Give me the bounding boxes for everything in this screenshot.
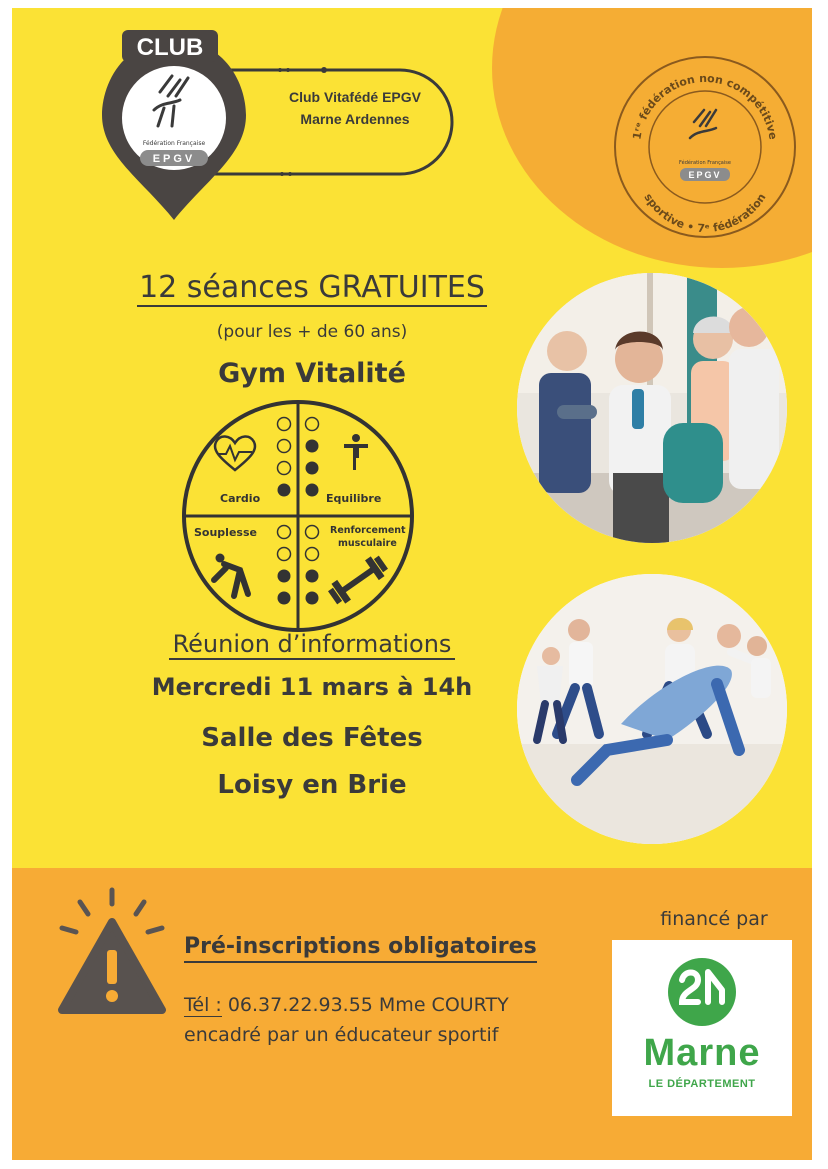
meeting-heading (72, 630, 552, 658)
main-title-text: 12 séances GRATUITES (139, 270, 485, 305)
federation-seal (610, 52, 800, 242)
marne-department-logo (612, 940, 792, 1116)
venue: Salle des Fêtes (201, 723, 423, 753)
club-name: Club Vitafédé EPGV (289, 89, 421, 105)
flyer-page (12, 8, 812, 1160)
meeting-heading-text: Réunion d’informations (169, 630, 456, 660)
club-region: Marne Ardennes (300, 111, 410, 127)
balance-person-icon (344, 434, 368, 470)
club-logo-acronym: EPGV (152, 153, 196, 165)
main-title (72, 270, 552, 305)
stretching-class-photo (517, 574, 787, 844)
label-musculaire: musculaire (338, 538, 397, 549)
label-cardio: Cardio (220, 492, 261, 505)
club-badge-text: CLUB (136, 34, 204, 61)
renforcement-level-dots (306, 526, 319, 605)
meeting-date: Mercredi 11 mars à 14h (151, 673, 473, 701)
seal-top-text: 1ʳᵉ fédération non compétitive (630, 71, 780, 141)
subtitle: (pour les + de 60 ans) (216, 322, 408, 342)
supervision-line: encadré par un éducateur sportif (184, 1024, 499, 1046)
activity-wheel (180, 398, 416, 634)
financed-by-label: financé par (660, 908, 768, 930)
seal-small-text: Fédération Française (679, 160, 731, 166)
cardio-level-dots (278, 418, 291, 497)
heart-icon (215, 436, 255, 470)
phone-line (184, 990, 509, 1020)
club-title (250, 86, 460, 130)
club-logo-small-text: Fédération Française (142, 140, 206, 147)
warning-icon (52, 878, 172, 1018)
contact-info (184, 990, 509, 1050)
program-name: Gym Vitalité (218, 358, 406, 389)
phone-value: 06.37.22.93.55 Mme COURTY (221, 994, 509, 1016)
label-souplesse: Souplesse (194, 526, 257, 539)
preinscription-heading: Pré-inscriptions obligatoires (184, 933, 537, 963)
seal-acronym: EPGV (688, 170, 722, 180)
phone-label: Tél : (184, 994, 222, 1016)
marne-wordmark: Marne (643, 1032, 761, 1074)
souplesse-level-dots (278, 526, 291, 605)
label-renforcement: Renforcement (330, 525, 406, 536)
label-equilibre: Equilibre (326, 492, 382, 505)
seniors-photo (517, 273, 787, 543)
stretch-person-icon (214, 554, 248, 597)
marne-emblem-icon (612, 940, 792, 1040)
seal-bottom-text: sportive • 7ᵉ fédération (641, 191, 769, 236)
dumbbell-icon (326, 552, 391, 607)
equilibre-level-dots (306, 418, 319, 497)
svg-text:sportive • 7ᵉ fédération (641, 191, 768, 235)
marne-subtitle: LE DÉPARTEMENT (648, 1078, 756, 1090)
town: Loisy en Brie (217, 770, 407, 800)
